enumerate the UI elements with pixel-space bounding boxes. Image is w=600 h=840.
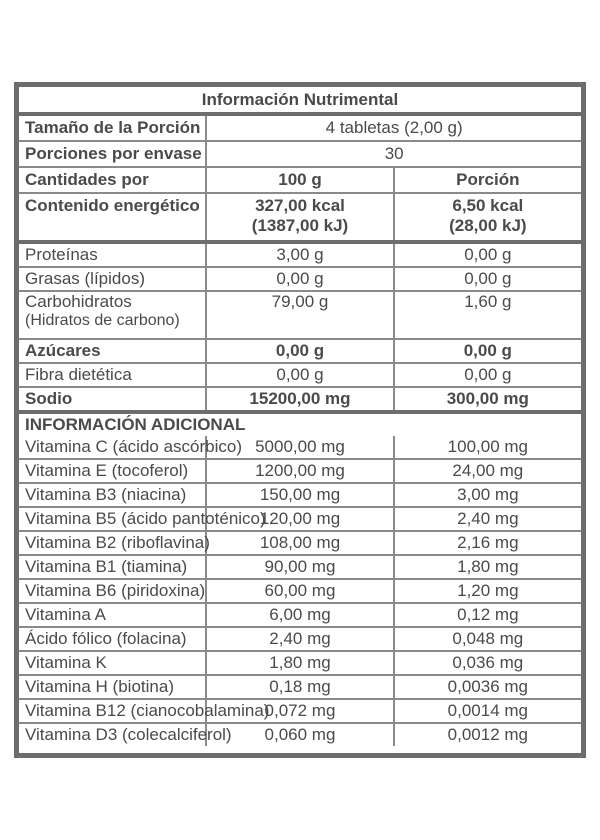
vitamin-serving: 2,40 mg [394,507,581,531]
vitamin-label: Vitamina B12 (cianocobalamina) [19,699,206,723]
nutrient-label: Sodio [19,387,206,412]
servings-per-container-value: 30 [206,141,581,167]
nutrient-100g: 3,00 g [206,242,393,267]
vitamin-serving: 24,00 mg [394,459,581,483]
table-row [19,651,581,675]
table-row [19,291,581,339]
nutrient-label: Fibra dietética [19,363,206,387]
table-row [19,387,581,412]
vitamin-label: Vitamina A [19,603,206,627]
table-row [19,459,581,483]
nutrient-label [19,291,206,339]
vitamin-label: Vitamina B5 (ácido pantoténico) [19,507,206,531]
table-row [19,555,581,579]
table-row [19,267,581,291]
nutrient-100g: 0,00 g [206,339,393,363]
vitamin-serving: 1,20 mg [394,579,581,603]
energy-100g-kcal: 327,00 kcal [255,196,345,215]
nutrient-label: Proteínas [19,242,206,267]
carbohydrates-sublabel: (Hidratos de carbono) [25,312,180,329]
vitamin-100g: 108,00 mg [206,531,393,555]
vitamin-label: Vitamina B6 (piridoxina) [19,579,206,603]
table-row [19,699,581,723]
vitamin-label: Vitamina K [19,651,206,675]
energy-100g [206,193,393,242]
nutrient-100g: 0,00 g [206,267,393,291]
energy-label: Contenido energético [19,193,206,242]
nutrient-label: Grasas (lípidos) [19,267,206,291]
nutrient-serving: 0,00 g [394,363,581,387]
table-row [19,363,581,387]
table-row [19,723,581,746]
vitamin-100g: 6,00 mg [206,603,393,627]
vitamin-serving: 2,16 mg [394,531,581,555]
vitamin-100g: 2,40 mg [206,627,393,651]
vitamin-label: Vitamina E (tocoferol) [19,459,206,483]
table-row [19,675,581,699]
vitamin-serving: 0,0012 mg [394,723,581,746]
additional-info-row [19,412,581,436]
servings-per-container-row [19,141,581,167]
nutrient-100g: 15200,00 mg [206,387,393,412]
column-header-100g: 100 g [206,167,393,193]
column-header-row [19,167,581,193]
vitamin-rows [19,436,581,746]
energy-row [19,193,581,242]
title-row [19,87,581,114]
table-title: Información Nutrimental [19,87,581,114]
energy-serving-kj: (28,00 kJ) [449,216,527,235]
table-row [19,242,581,267]
vitamin-100g: 5000,00 mg [206,436,393,459]
vitamin-100g: 90,00 mg [206,555,393,579]
nutrient-100g: 0,00 g [206,363,393,387]
table-row [19,507,581,531]
vitamin-label: Vitamina D3 (colecalciferol) [19,723,206,746]
vitamin-100g: 150,00 mg [206,483,393,507]
energy-100g-kj: (1387,00 kJ) [251,216,349,235]
nutrient-serving: 1,60 g [394,291,581,339]
vitamin-label: Vitamina B3 (niacina) [19,483,206,507]
table-row [19,579,581,603]
vitamin-label: Vitamina H (biotina) [19,675,206,699]
table-row [19,339,581,363]
vitamin-label: Vitamina B1 (tiamina) [19,555,206,579]
vitamin-100g: 0,060 mg [206,723,393,746]
vitamin-serving: 3,00 mg [394,483,581,507]
table-row [19,603,581,627]
nutrient-serving: 0,00 g [394,267,581,291]
vitamin-serving: 0,048 mg [394,627,581,651]
vitamin-100g: 0,18 mg [206,675,393,699]
vitamin-label: Vitamina B2 (riboflavina) [19,531,206,555]
nutrient-serving: 300,00 mg [394,387,581,412]
additional-info-title: INFORMACIÓN ADICIONAL [19,412,581,436]
nutrient-label: Azúcares [19,339,206,363]
vitamin-100g: 1,80 mg [206,651,393,675]
serving-size-value: 4 tabletas (2,00 g) [206,114,581,141]
nutrition-facts-panel [14,82,586,758]
vitamin-label: Vitamina C (ácido ascórbico) [19,436,206,459]
nutrient-serving: 0,00 g [394,339,581,363]
vitamin-100g: 120,00 mg [206,507,393,531]
vitamin-serving: 1,80 mg [394,555,581,579]
nutrient-100g: 79,00 g [206,291,393,339]
serving-size-label: Tamaño de la Porción [19,114,206,141]
carbohydrates-label: Carbohidratos [25,292,132,311]
vitamin-serving: 0,0014 mg [394,699,581,723]
table-row [19,483,581,507]
vitamin-serving: 0,0036 mg [394,675,581,699]
vitamin-serving: 0,12 mg [394,603,581,627]
serving-size-row [19,114,581,141]
vitamin-serving: 100,00 mg [394,436,581,459]
vitamin-100g: 0,072 mg [206,699,393,723]
nutrient-serving: 0,00 g [394,242,581,267]
table-row [19,627,581,651]
table-row [19,436,581,459]
vitamin-label: Ácido fólico (folacina) [19,627,206,651]
vitamin-100g: 60,00 mg [206,579,393,603]
table-row [19,531,581,555]
nutrition-table [19,87,581,746]
column-header-serving: Porción [394,167,581,193]
vitamin-100g: 1200,00 mg [206,459,393,483]
energy-serving-kcal: 6,50 kcal [452,196,524,215]
vitamin-serving: 0,036 mg [394,651,581,675]
amounts-per-label: Cantidades por [19,167,206,193]
servings-per-container-label: Porciones por envase [19,141,206,167]
energy-serving [394,193,581,242]
